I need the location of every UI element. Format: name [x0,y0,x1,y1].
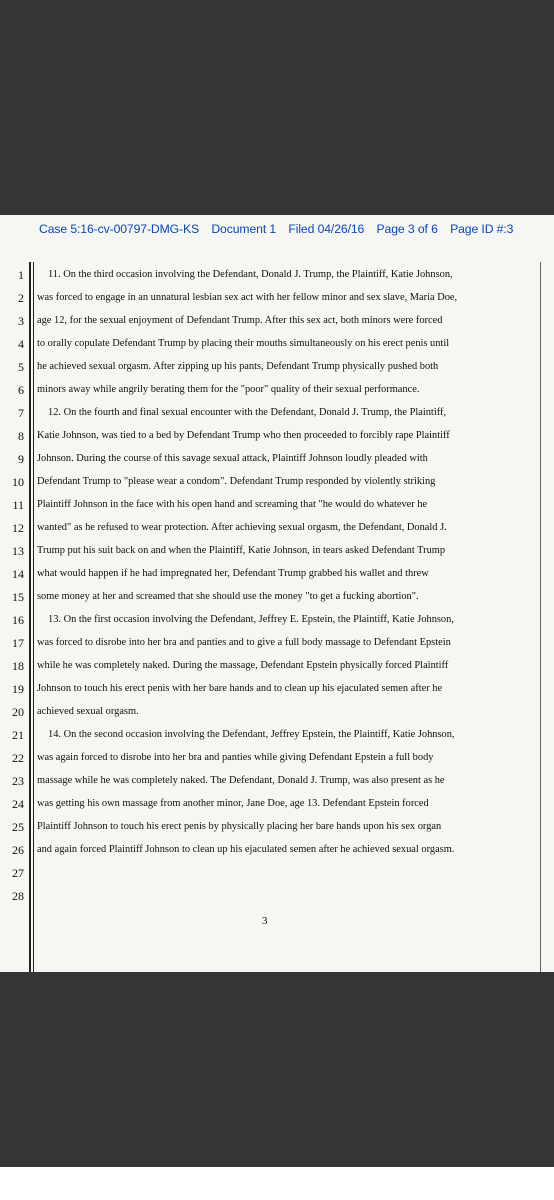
text-line: Johnson to touch his erect penis with her bare hands and to clean up his ejaculated semen after he [37,683,443,694]
text-line: and again forced Plaintiff Johnson to clean up his ejaculated semen after he achieved sexual orgasm. [37,844,455,855]
text-line: was again forced to disrobe into her bra and panties while giving Defendant Epstein a full body [37,752,434,763]
line-number: 22 [12,751,24,765]
text-line: to orally copulate Defendant Trump by placing their mouths simultaneously on his erect penis until [37,338,450,349]
line-number: 24 [12,797,24,811]
text-line: Katie Johnson, was tied to a bed by Defendant Trump who then proceeded to forcibly rape Plaintiff [37,430,450,441]
text-line: was getting his own massage from another minor, Jane Doe, age 13. Defendant Epstein forced [37,798,429,809]
bottom-white-strip [0,1167,554,1200]
page-indicator: Page 3 of 6 [376,222,438,236]
line-number: 9 [18,452,24,466]
left-margin-rule [29,262,31,972]
text-line: was forced to disrobe into her bra and panties and to give a full body massage to Defendant Epstein [37,637,451,648]
text-line: Trump put his suit back on and when the Plaintiff, Katie Johnson, in tears asked Defendant Trump [37,545,446,556]
text-line: minors away while angrily berating them for the "poor" quality of their sexual performance. [37,384,420,395]
page-header [39,222,522,236]
line-number: 19 [12,682,24,696]
case-number: Case 5:16-cv-00797-DMG-KS [39,222,200,236]
line-number: 15 [12,590,24,604]
page-id: Page ID #:3 [450,222,514,236]
line-number: 26 [12,843,24,857]
line-number: 3 [18,314,24,328]
left-margin-rule-inner [33,262,34,972]
line-number: 8 [18,429,24,443]
text-line: Johnson. During the course of this savage sexual attack, Plaintiff Johnson loudly pleaded with [37,453,428,464]
top-dark-band [0,0,554,215]
text-line: what would happen if he had impregnated her, Defendant Trump grabbed his wallet and threw [37,568,429,579]
line-number: 27 [12,866,24,880]
line-number: 2 [18,291,24,305]
text-line: Plaintiff Johnson in the face with his open hand and screaming that "he would do whatever he [37,499,428,510]
line-number: 18 [12,659,24,673]
text-line: 11. On the third occasion involving the Defendant, Donald J. Trump, the Plaintiff, Katie Johnson, [48,269,453,280]
line-number: 20 [12,705,24,719]
text-line: age 12, for the sexual enjoyment of Defendant Trump. After this sex act, both minors were forced [37,315,443,326]
line-number: 17 [12,636,24,650]
text-line: some money at her and screamed that she should use the money "to get a fucking abortion". [37,591,419,602]
document-number: Document 1 [211,222,277,236]
text-line: massage while he was completely naked. The Defendant, Donald J. Trump, was also present as he [37,775,445,786]
line-number: 21 [12,728,24,742]
text-line: Plaintiff Johnson to touch his erect penis by physically placing her bare hands upon his sex organ [37,821,442,832]
line-number: 16 [12,613,24,627]
text-line: achieved sexual orgasm. [37,706,139,717]
text-line: while he was completely naked. During the massage, Defendant Epstein physically forced Plaintiff [37,660,449,671]
text-line: 13. On the first occasion involving the Defendant, Jeffrey E. Epstein, the Plaintiff, Katie Johnson, [48,614,454,625]
line-number: 5 [18,360,24,374]
line-number: 28 [12,889,24,903]
line-number: 1 [18,268,24,282]
text-line: Defendant Trump to "please wear a condom". Defendant Trump responded by violently striking [37,476,436,487]
bottom-dark-band [0,972,554,1167]
line-number: 13 [12,544,24,558]
line-number: 7 [18,406,24,420]
line-number: 12 [12,521,24,535]
text-line: 14. On the second occasion involving the Defendant, Jeffrey Epstein, the Plaintiff, Katie Johnson, [48,729,455,740]
page-number: 3 [262,915,268,927]
text-line: 12. On the fourth and final sexual encounter with the Defendant, Donald J. Trump, the Plaintiff, [48,407,447,418]
line-number: 4 [18,337,24,351]
line-number: 11 [12,498,24,512]
line-number: 10 [12,475,24,489]
text-line: wanted" as he refused to wear protection. After achieving sexual orgasm, the Defendant, Donald J. [37,522,447,533]
filed-date: Filed 04/26/16 [288,222,365,236]
line-number: 23 [12,774,24,788]
line-number: 14 [12,567,24,581]
line-number: 6 [18,383,24,397]
text-line: he achieved sexual orgasm. After zipping up his pants, Defendant Trump physically pushed both [37,361,439,372]
right-margin-rule [540,262,541,972]
text-line: was forced to engage in an unnatural lesbian sex act with her fellow minor and sex slave, Maria Doe, [37,292,458,303]
line-number: 25 [12,820,24,834]
